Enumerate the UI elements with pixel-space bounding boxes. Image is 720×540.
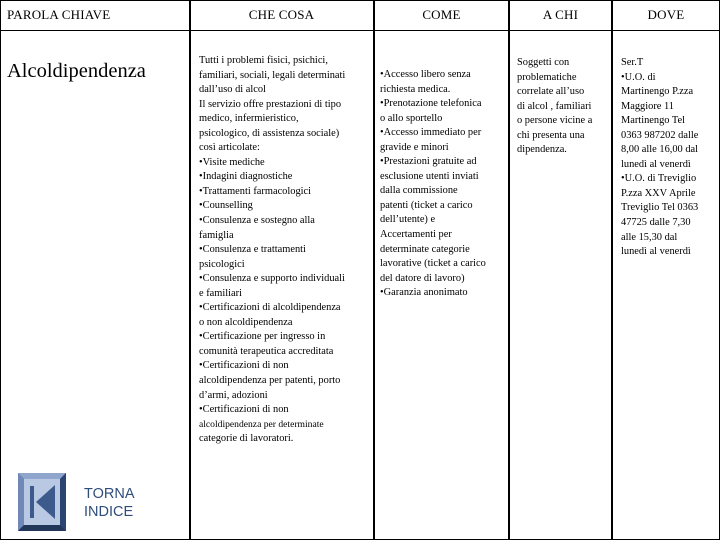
where-line: Maggiore 11	[621, 100, 674, 112]
what-line: famiglia	[199, 229, 234, 241]
where-line: P.zza XXV Aprile	[621, 187, 696, 199]
back-label-line: INDICE	[84, 504, 134, 520]
what-line: d’armi, adozioni	[199, 389, 268, 401]
who-line: di alcol , familiari	[517, 100, 592, 112]
how-line: richiesta medica.	[380, 83, 451, 95]
how-line: o allo sportello	[380, 112, 443, 124]
header-how: COME	[422, 7, 461, 22]
what-line: •Certificazioni di alcoldipendenza	[199, 302, 341, 314]
who-line: correlate all’uso	[517, 86, 585, 98]
how-line: gravide e minori	[380, 141, 449, 153]
where-line: 8,00 alle 16,00 dal	[621, 144, 699, 156]
what-line: •Visite mediche	[199, 156, 265, 168]
how-line: dell’utente) e	[380, 214, 436, 226]
where-line: •U.O. di Treviglio	[621, 173, 697, 185]
what-line: o non alcoldipendenza	[199, 316, 293, 328]
what-line: Il servizio offre prestazioni di tipo	[199, 98, 342, 110]
what-line: •Consulenza e supporto individuali	[199, 273, 345, 285]
what-line: alcoldipendenza per patenti, porto	[199, 375, 341, 387]
skip-back-icon[interactable]	[18, 473, 66, 531]
who-cell	[517, 56, 611, 158]
where-line: lunedì al venerdì	[621, 246, 691, 258]
what-line: •Counselling	[199, 200, 253, 212]
how-line: •Garanzia anonimato	[380, 287, 468, 299]
what-line: Tutti i problemi fisici, psichici,	[199, 55, 328, 66]
column-divider	[373, 0, 375, 540]
what-line: •Indagini diagnostiche	[199, 171, 293, 183]
header-who: A CHI	[542, 7, 579, 22]
what-line: alcoldipendenza per determinate	[199, 418, 324, 430]
back-label-line: TORNA	[84, 486, 135, 502]
how-line: •Prenotazione telefonica	[380, 98, 482, 110]
how-line: •Accesso libero senza	[380, 69, 471, 80]
where-line: Martinengo P.zza	[621, 86, 694, 98]
what-line: psicologico, di assistenza sociale)	[199, 127, 340, 139]
where-line: lunedì al venerdì	[621, 158, 691, 170]
who-line: dipendenza.	[517, 144, 567, 156]
how-line: dalla commissione	[380, 185, 458, 197]
where-line: Treviglio Tel 0363	[621, 202, 699, 214]
what-line: così articolate:	[199, 142, 260, 154]
how-line: •Accesso immediato per	[380, 127, 482, 139]
header-what: CHE COSA	[248, 7, 315, 22]
where-line: 47725 dalle 7,30	[621, 217, 691, 229]
where-line: alle 15,30 dal	[621, 231, 678, 243]
where-line: •U.O. di	[621, 71, 656, 83]
what-line: •Certificazioni di non	[199, 404, 289, 416]
what-cell	[199, 54, 371, 447]
table-border-left	[0, 0, 1, 540]
how-line: esclusione utenti inviati	[380, 170, 479, 182]
where-line: 0363 987202 dalle	[621, 129, 699, 141]
who-line: chi presenta una	[517, 129, 585, 141]
what-line: familiari, sociali, legali determinati	[199, 69, 346, 81]
how-cell	[380, 68, 508, 301]
column-divider	[611, 0, 613, 540]
column-divider	[508, 0, 510, 540]
what-line: e familiari	[199, 287, 242, 299]
header-divider	[0, 30, 720, 31]
header-where: DOVE	[647, 7, 685, 22]
how-line: •Prestazioni gratuite ad	[380, 156, 477, 168]
what-line: •Certificazioni di non	[199, 360, 289, 372]
what-line: psicologici	[199, 258, 245, 270]
what-line: •Trattamenti farmacologici	[199, 185, 312, 197]
keyword-title: Alcoldipendenza	[7, 60, 146, 82]
who-line: problematiche	[517, 71, 577, 83]
how-line: patenti (ticket a carico	[380, 199, 473, 211]
what-line: comunità terapeutica accreditata	[199, 345, 334, 357]
where-line: Martinengo Tel	[621, 115, 686, 127]
how-line: Accertamenti per	[380, 229, 452, 241]
who-line: Soggetti con	[517, 57, 570, 68]
what-line: categorie di lavoratori.	[199, 433, 294, 445]
what-line: dall’uso di alcol	[199, 84, 266, 96]
who-line: o persone vicine a	[517, 115, 593, 127]
how-line: determinate categorie	[380, 243, 470, 255]
how-line: del datore di lavoro)	[380, 272, 465, 284]
what-line: •Certificazione per ingresso in	[199, 331, 326, 343]
where-line: Ser.T	[621, 57, 644, 68]
column-divider	[189, 0, 191, 540]
what-line: •Consulenza e trattamenti	[199, 244, 306, 256]
where-cell	[621, 56, 719, 260]
how-line: lavorative (ticket a carico	[380, 258, 486, 270]
header-keyword: PAROLA CHIAVE	[7, 7, 111, 22]
what-line: •Consulenza e sostegno alla	[199, 215, 315, 227]
what-line: medico, infermieristico,	[199, 113, 299, 125]
back-to-index-link[interactable]	[84, 485, 135, 521]
